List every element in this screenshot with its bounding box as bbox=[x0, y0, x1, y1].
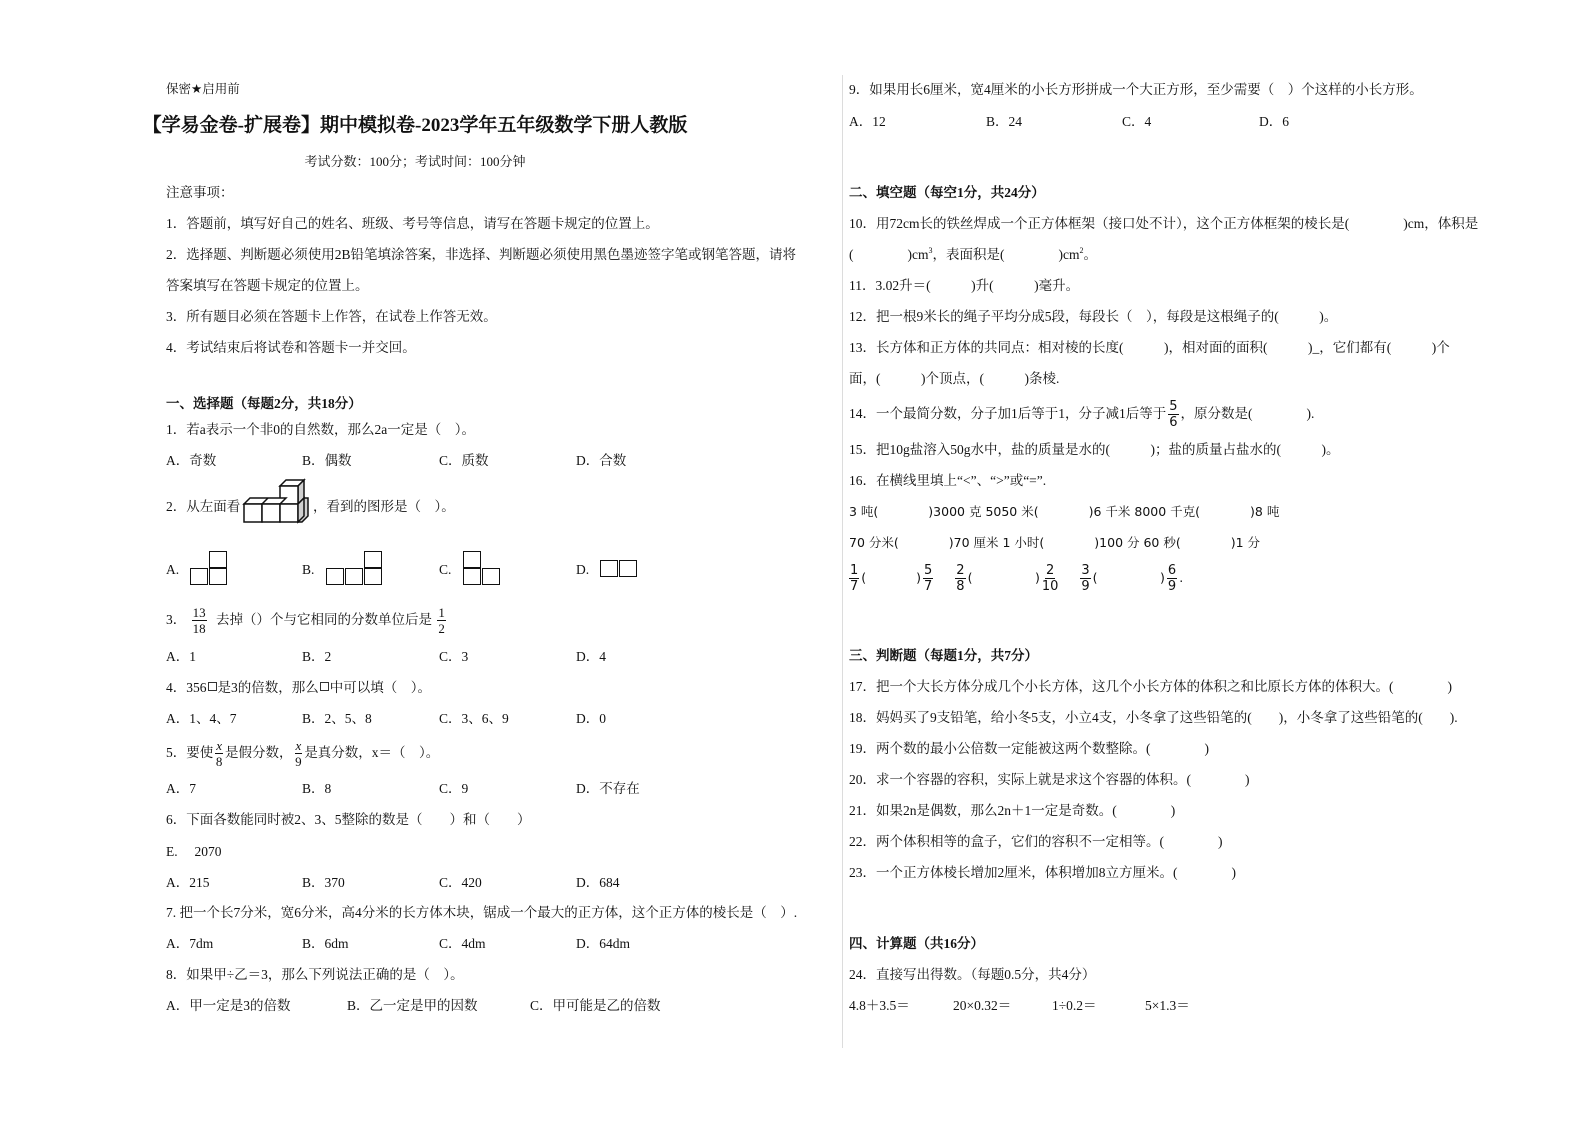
question-10-line-2: ( )$cm^3$，表面积是( )$cm^2$。 bbox=[849, 246, 1097, 262]
q5-option-a[interactable]: A．7 bbox=[166, 781, 196, 796]
question-1: 1．若a表示一个非0的自然数，那么2a一定是（ ）。 bbox=[166, 422, 475, 437]
question-2-suffix: ，看到的图形是（ ）。 bbox=[313, 499, 455, 514]
notice-item-2-cont: 答案填写在答题卡规定的位置上。 bbox=[166, 278, 369, 293]
q5-option-d[interactable]: D．不存在 bbox=[576, 781, 640, 796]
fraction-x-9: $\frac{x}{9}$ bbox=[295, 738, 302, 770]
question-16-row-2: 70 分米( )70 厘米 1 小时( )100 分 60 秒( )1 分 bbox=[849, 535, 1261, 550]
q6-option-e[interactable]: E. 2070 bbox=[166, 844, 222, 859]
question-24: 24．直接写出得数。（每题0.5分，共4分） bbox=[849, 967, 1096, 982]
cube-stack-figure bbox=[238, 478, 314, 528]
section-4-heading: 四、计算题（共16分） bbox=[849, 936, 984, 951]
notice-item-2: 2．选择题、判断题必须使用2B铅笔填涂答案，非选择、判断题必须使用黑色墨迹签字笔或钢笔答题，请将 bbox=[166, 247, 797, 262]
q9-option-b[interactable]: B．24 bbox=[986, 114, 1023, 129]
fraction-13-18: $\frac{13}{18}$ bbox=[192, 605, 206, 637]
fraction: $\frac{2}{8}$ bbox=[956, 563, 965, 594]
question-4: 4．356 是3的倍数，那么 中可以填（ ）。 bbox=[166, 680, 431, 695]
q7-option-c[interactable]: C．4dm bbox=[439, 936, 486, 951]
fraction-x-8: $\frac{x}{8}$ bbox=[215, 738, 223, 770]
question-16: 16．在横线里填上“<”、“>”或“=”. bbox=[849, 473, 1047, 488]
q8-option-a[interactable]: A．甲一定是3的倍数 bbox=[166, 998, 291, 1013]
question-6: 6．下面各数能同时被2、3、5整除的数是（ ）和（ ） bbox=[166, 812, 531, 827]
exam-title: 【学易金卷-扩展卷】期中模拟卷-2023学年五年级数学下册人教版 bbox=[142, 115, 688, 136]
notice-heading: 注意事项： bbox=[166, 185, 234, 200]
notice-item-3: 3．所有题目必须在答题卡上作答，在试卷上作答无效。 bbox=[166, 309, 497, 324]
q1-option-d[interactable]: D．合数 bbox=[576, 453, 627, 468]
fraction-5-6: $\frac{5}{6}$ bbox=[1169, 399, 1178, 431]
question-22: 22．两个体积相等的盒子，它们的容积不一定相等。( ) bbox=[849, 834, 1223, 849]
fraction: $\frac{3}{9}$ bbox=[1081, 563, 1090, 594]
q7-option-d[interactable]: D．64dm bbox=[576, 936, 630, 951]
q9-option-c[interactable]: C．4 bbox=[1122, 114, 1152, 129]
q5-option-c[interactable]: C．9 bbox=[439, 781, 469, 796]
question-2-prefix: 2．从左面看 bbox=[166, 499, 241, 514]
question-7: 7. 把一个长7分米，宽6分米，高4分米的长方体木块，锯成一个最大的正方体，这个正方体的棱长是（ ）. bbox=[166, 905, 798, 920]
q2-option-d[interactable]: D. bbox=[576, 562, 590, 577]
fraction: $\frac{6}{9}$ bbox=[1167, 563, 1177, 594]
q3-number: 3． bbox=[166, 612, 187, 627]
exam-info: 考试分数：100分；考试时间：100分钟 bbox=[304, 154, 526, 169]
q1-option-a[interactable]: A．奇数 bbox=[166, 453, 217, 468]
question-5: 5．要使 $\frac{x}{8}$ 是假分数， $\frac{x}{9}$ 是真分数，x＝（ ）。 bbox=[166, 738, 440, 770]
question-13-line-1: 13．长方体和正方体的共同点：相对棱的长度( )，相对面的面积( )_，它们都有( )个 bbox=[849, 340, 1450, 355]
notice-item-4: 4．考试结束后将试卷和答题卡一并交回。 bbox=[166, 340, 416, 355]
question-19: 19．两个数的最小公倍数一定能被这两个数整除。( ) bbox=[849, 741, 1209, 756]
q8-option-c[interactable]: C．甲可能是乙的倍数 bbox=[530, 998, 661, 1013]
question-13-line-2: 面，( )个顶点，( )条棱. bbox=[849, 371, 1060, 386]
question-20: 20．求一个容器的容积，实际上就是求这个容器的体积。( ) bbox=[849, 772, 1250, 787]
question-10-line-1: 10．用72cm长的铁丝焊成一个正方体框架（接口处不计），这个正方体框架的棱长是( )cm，体积是 bbox=[849, 216, 1479, 231]
expr-1: 4.8＋3.5＝ bbox=[849, 998, 910, 1013]
question-15: 15．把10g盐溶入50g水中，盐的质量是水的( )；盐的质量占盐水的( )。 bbox=[849, 442, 1340, 457]
section-1-heading: 一、选择题（每题2分，共18分） bbox=[166, 396, 362, 411]
question-12: 12．把一根9米长的绳子平均分成5段，每段长（ ），每段是这根绳子的( )。 bbox=[849, 309, 1338, 324]
q6-option-c[interactable]: C．420 bbox=[439, 875, 482, 890]
question-9: 9．如果用长6厘米，宽4厘米的小长方形拼成一个大正方形，至少需要（ ）个这样的小长方形。 bbox=[849, 82, 1423, 97]
q4-option-b[interactable]: B．2、5、8 bbox=[302, 711, 372, 726]
fraction: $\frac{5}{7}$ bbox=[924, 563, 933, 594]
q3-option-b[interactable]: B．2 bbox=[302, 649, 332, 664]
q8-option-b[interactable]: B．乙一定是甲的因数 bbox=[347, 998, 478, 1013]
question-21: 21．如果2n是偶数，那么2n＋1一定是奇数。( ) bbox=[849, 803, 1176, 818]
expr-4: 5×1.3＝ bbox=[1145, 998, 1190, 1013]
fraction: $\frac{2}{10}$ bbox=[1041, 563, 1059, 594]
q3-option-d[interactable]: D．4 bbox=[576, 649, 606, 664]
blank-box-icon bbox=[320, 682, 329, 691]
q6-option-a[interactable]: A．215 bbox=[166, 875, 210, 890]
question-11: 11．3.02升＝( )升( )毫升。 bbox=[849, 278, 1080, 293]
q7-option-a[interactable]: A．7dm bbox=[166, 936, 214, 951]
expr-3: 1÷0.2＝ bbox=[1052, 998, 1097, 1013]
question-8: 8．如果甲÷乙＝3，那么下列说法正确的是（ ）。 bbox=[166, 967, 464, 982]
expr-2: 20×0.32＝ bbox=[953, 998, 1012, 1013]
q2-option-b[interactable]: B. bbox=[302, 562, 315, 577]
q6-option-d[interactable]: D．684 bbox=[576, 875, 620, 890]
q3-option-c[interactable]: C．3 bbox=[439, 649, 469, 664]
q6-option-b[interactable]: B．370 bbox=[302, 875, 345, 890]
q1-option-b[interactable]: B．偶数 bbox=[302, 453, 352, 468]
question-3 bbox=[166, 604, 448, 636]
section-2-heading: 二、填空题（每空1分，共24分） bbox=[849, 185, 1045, 200]
section-3-heading: 三、判断题（每题1分，共7分） bbox=[849, 648, 1038, 663]
question-16-row-1: 3 吨( )3000 克 5050 米( )6 千米 8000 千克( )8 吨 bbox=[849, 504, 1280, 519]
q9-option-a[interactable]: A．12 bbox=[849, 114, 886, 129]
q9-option-d[interactable]: D．6 bbox=[1259, 114, 1289, 129]
fraction: $\frac{1}{7}$ bbox=[850, 563, 859, 594]
q1-option-c[interactable]: C．质数 bbox=[439, 453, 489, 468]
q2-option-c[interactable]: C. bbox=[439, 562, 452, 577]
q7-option-b[interactable]: B．6dm bbox=[302, 936, 349, 951]
question-17: 17．把一个大长方体分成几个小长方体，这几个小长方体的体积之和比原长方体的体积大。( ) bbox=[849, 679, 1452, 694]
fraction-1-2: $\frac{1}{2}$ bbox=[438, 605, 445, 637]
confidential-label: 保密★启用前 bbox=[166, 81, 240, 96]
question-14: 14．一个最简分数，分子加1后等于1，分子减1后等于 $\frac{5}{6}$ ，原分数是( ). bbox=[849, 399, 1315, 431]
column-divider bbox=[842, 75, 843, 1048]
q4-option-a[interactable]: A．1、4、7 bbox=[166, 711, 237, 726]
question-23: 23．一个正方体棱长增加2厘米，体积增加8立方厘米。( ) bbox=[849, 865, 1236, 880]
q2-option-a[interactable]: A. bbox=[166, 562, 180, 577]
blank-box-icon bbox=[208, 682, 217, 691]
q5-option-b[interactable]: B．8 bbox=[302, 781, 332, 796]
q4-option-d[interactable]: D．0 bbox=[576, 711, 606, 726]
notice-item-1: 1．答题前，填写好自己的姓名、班级、考号等信息，请写在答题卡规定的位置上。 bbox=[166, 216, 659, 231]
q3-text: 去掉（）个与它相同的分数单位后是 bbox=[216, 612, 432, 627]
question-18: 18．妈妈买了9支铅笔，给小冬5支，小立4支，小冬拿了这些铅笔的( )，小冬拿了这些铅笔的( ). bbox=[849, 710, 1458, 725]
question-16-row-3: $\frac{1}{7}$ ( ) $\frac{5}{7}$ $\frac{2}{8}$ ( ) $\frac{2}{10}$ $\frac{3}{9}$ ( ) $\frac{6}{9}$ . bbox=[850, 563, 1184, 594]
q3-option-a[interactable]: A．1 bbox=[166, 649, 196, 664]
q4-option-c[interactable]: C．3、6、9 bbox=[439, 711, 509, 726]
